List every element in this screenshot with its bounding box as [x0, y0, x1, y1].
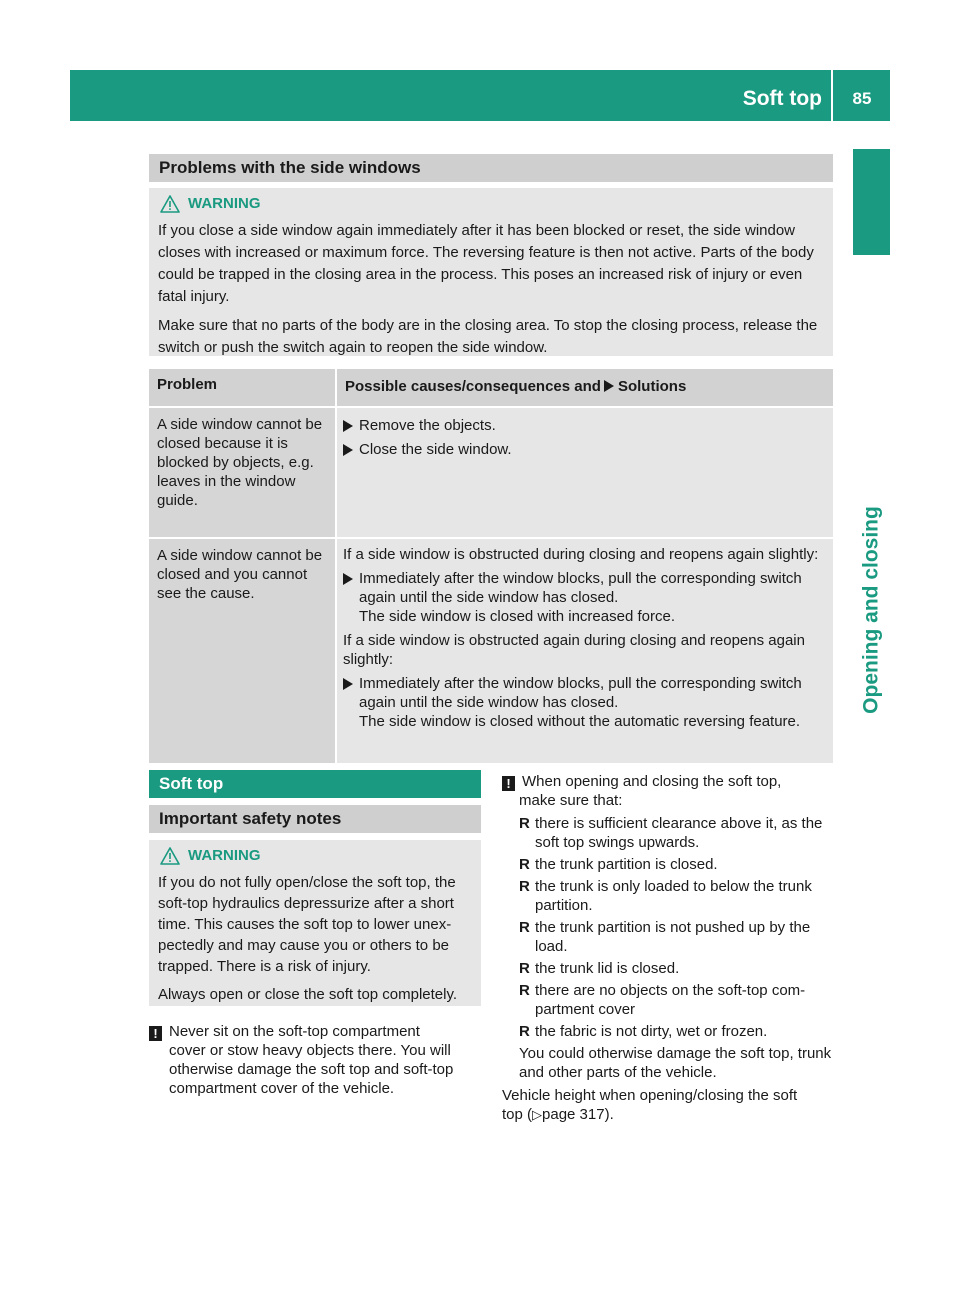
solution-intro: If a side window is obstructed during closing and reopens again slightly: — [343, 546, 819, 563]
step-text — [359, 674, 827, 731]
list-item — [519, 1022, 834, 1041]
table-header-problem: Problem — [149, 369, 337, 408]
note-text: Never sit on the soft-top compartment — [169, 1023, 420, 1040]
reference-text: Vehicle height when opening/closing the soft — [502, 1087, 798, 1104]
section-heading-side-windows: Problems with the side windows — [149, 154, 833, 182]
list-item-text: the trunk partition is not pushed up by the load. — [535, 919, 811, 955]
warning-triangle-icon — [160, 847, 180, 865]
step-result: The side window is closed without the automatic reversing feature. — [359, 713, 801, 730]
table-row — [149, 408, 833, 539]
note-text: When opening and closing the soft top, — [522, 773, 782, 790]
table-row — [149, 539, 833, 765]
list-item-text: the trunk lid is closed. — [535, 960, 680, 977]
header-causes-text: Possible causes/consequences and — [345, 378, 601, 395]
header-solutions-text: Solutions — [617, 378, 687, 395]
note-second-line: make sure that: — [519, 792, 623, 809]
action-arrow-icon — [343, 678, 353, 690]
warning-box-side-windows — [149, 188, 833, 356]
table-header-solutions — [337, 369, 833, 408]
warning-triangle-icon — [160, 195, 180, 213]
reference-text: ). — [604, 1106, 614, 1123]
section-heading-soft-top: Soft top — [149, 770, 481, 798]
solution-step — [343, 674, 827, 731]
warning-label: WARNING — [188, 195, 261, 212]
chapter-tab-label: Opening and closing — [859, 506, 883, 714]
list-item — [519, 814, 834, 852]
page-number: 85 — [852, 89, 872, 108]
list-item-text: the fabric is not dirty, wet or frozen. — [535, 1023, 768, 1040]
checklist — [502, 814, 834, 1041]
note-first-line — [149, 1022, 481, 1041]
table-header-row — [149, 369, 833, 408]
header-section-title: Soft top — [742, 87, 822, 110]
action-arrow-icon — [343, 420, 353, 432]
list-item-text: the trunk is only loaded to below the trunk partition. — [535, 878, 812, 914]
bullet-icon: R — [519, 982, 530, 999]
problem-cell: A side window cannot be closed and you cannot see the cause. — [149, 539, 337, 765]
solution-cell — [337, 408, 833, 539]
soft-top-checklist-note — [502, 772, 834, 1124]
step-instruction: Immediately after the window blocks, pull the corresponding switch again until the side window has closed. — [359, 570, 802, 606]
solution-cell — [337, 539, 833, 765]
note-first-line — [502, 772, 834, 791]
list-item — [519, 981, 834, 1019]
problem-cell: A side window cannot be closed because it is blocked by objects, e.g. leaves in the window guide. — [149, 408, 337, 539]
step-text: Remove the objects. — [359, 417, 496, 434]
subsection-heading-safety-notes: Important safety notes — [149, 805, 481, 833]
solution-intro: If a side window is obstructed again during closing and reopens again slightly: — [343, 632, 805, 668]
bullet-icon: R — [519, 919, 530, 936]
header-separator — [831, 70, 833, 121]
warning-box-soft-top — [149, 840, 481, 1006]
action-arrow-icon — [343, 444, 353, 456]
solution-step — [343, 440, 827, 459]
list-item-text: there is sufficient clearance above it, as the soft top swings upwards. — [535, 815, 823, 851]
list-item — [519, 877, 834, 915]
list-item — [519, 959, 834, 978]
solution-step — [343, 569, 827, 626]
bullet-icon: R — [519, 815, 530, 832]
vehicle-height-reference — [502, 1086, 834, 1124]
warning-text: If you do not fully open/close the soft top, the soft-top hydraulics depressurize after a short time. This causes the soft top to lower unex- pectedly and may cause you or others to be trapped. There is a risk of injury. — [158, 874, 456, 975]
material-damage-note — [149, 1022, 481, 1098]
list-item-text: the trunk partition is closed. — [535, 856, 718, 873]
problems-table — [149, 369, 833, 765]
warning-heading — [160, 194, 824, 213]
page-reference-link[interactable]: page 317 — [542, 1106, 605, 1123]
list-item — [519, 918, 834, 956]
bullet-icon: R — [519, 960, 530, 977]
step-instruction: Immediately after the window blocks, pull the corresponding switch again until the side window has closed. — [359, 675, 802, 711]
note-continuation: cover or stow heavy objects there. You will otherwise damage the soft top and soft-top compartment cover of the vehicle. — [169, 1042, 454, 1097]
bullet-icon: R — [519, 1023, 530, 1040]
action-arrow-icon — [604, 380, 614, 392]
chapter-tab-marker — [853, 149, 890, 255]
warning-text: If you close a side window again immediately after it has been blocked or reset, the side window closes with increased or maximum force. The reversing feature is then not active. Parts of the body could be trapped in the closing area in the process. This poses an increased risk of injury or even fatal injury. — [158, 222, 814, 305]
bullet-icon: R — [519, 878, 530, 895]
step-text: Close the side window. — [359, 441, 512, 458]
step-text — [359, 569, 827, 626]
exclamation-icon: ! — [149, 1026, 162, 1041]
page-reference-arrow-icon: ▷ — [532, 1107, 543, 1122]
warning-instruction: Always open or close the soft top completely. — [158, 986, 458, 1003]
step-result: The side window is closed with increased force. — [359, 608, 675, 625]
warning-instruction: Make sure that no parts of the body are in the closing area. To stop the closing process, release the switch or push the switch again to reopen the side window. — [158, 317, 818, 356]
bullet-icon: R — [519, 856, 530, 873]
reference-text: top ( — [502, 1106, 533, 1123]
list-item — [519, 855, 834, 874]
note-consequence: You could otherwise damage the soft top, trunk and other parts of the vehicle. — [519, 1045, 832, 1081]
solution-step — [343, 416, 827, 435]
warning-label: WARNING — [188, 847, 261, 864]
warning-heading — [160, 846, 475, 865]
list-item-text: there are no objects on the soft-top com- partment cover — [535, 982, 806, 1018]
exclamation-icon: ! — [502, 776, 515, 791]
action-arrow-icon — [343, 573, 353, 585]
